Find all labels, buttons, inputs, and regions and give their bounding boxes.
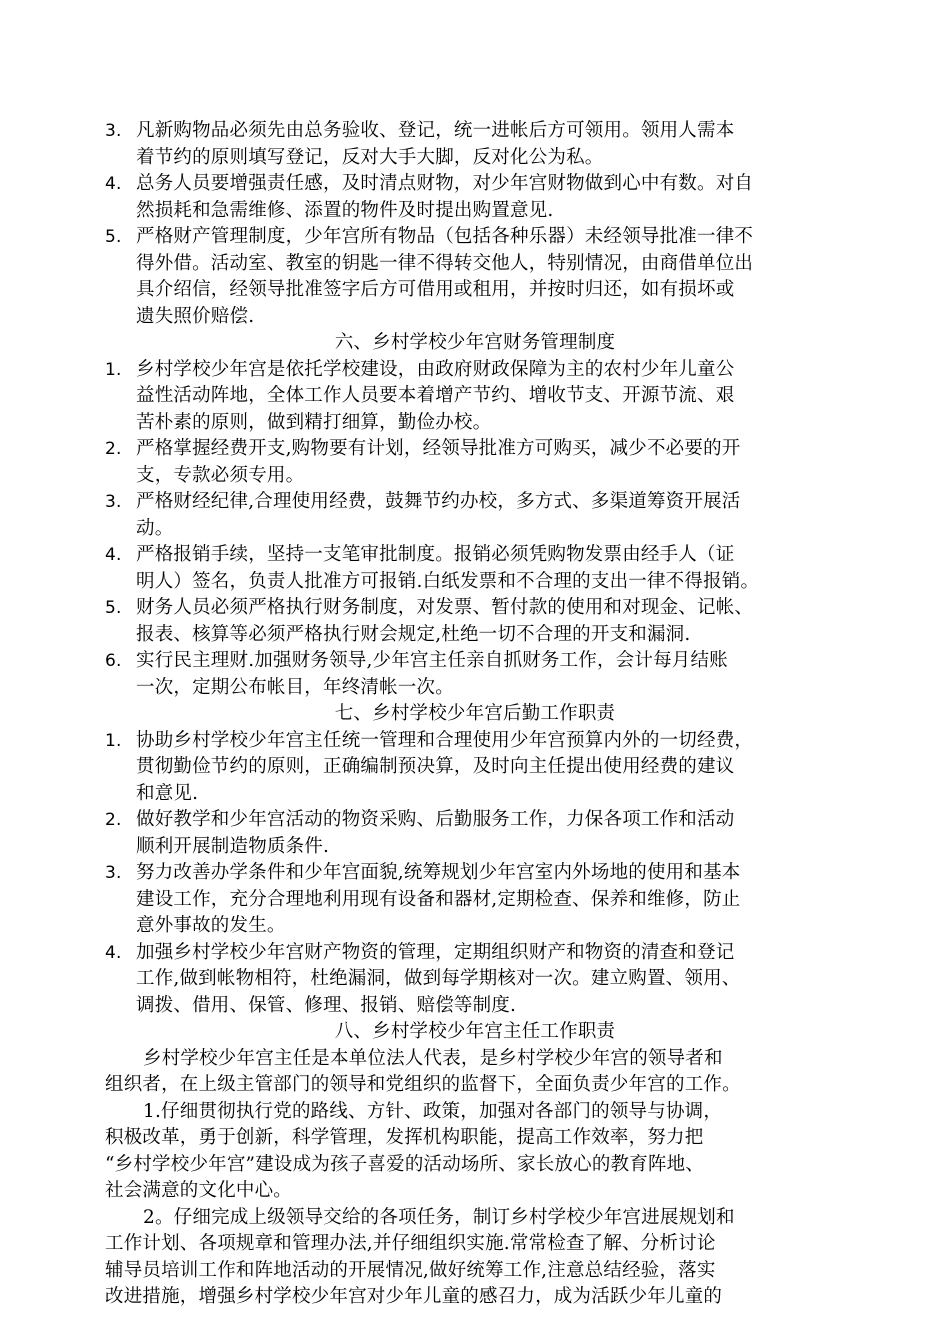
list-item-text: 报表、核算等必须严格执行财会规定,杜绝一切不合理的开支和漏洞.: [136, 623, 691, 645]
list-item-text: 意外事故的发生。: [136, 915, 286, 936]
list-item-line: [0, 304, 950, 331]
list-item-line: [0, 542, 950, 569]
list-item-text: 总务人员要增强责任感，及时清点财物，对少年宫财物做到心中有数。对自: [136, 173, 754, 194]
list-item-line: [0, 145, 950, 172]
list-item-line: [0, 569, 950, 596]
section-heading-line: [0, 330, 950, 357]
list-item-line: [0, 463, 950, 490]
list-item-number: 5.: [105, 598, 122, 618]
list-item-number: 3.: [105, 492, 122, 512]
list-item-text: 实行民主理财.加强财务领导,少年宫主任亲自抓财务工作，会计每月结账: [136, 650, 728, 671]
list-item-number: 4.: [105, 942, 122, 963]
list-item-text: 一次，定期公布帐目，年终清帐一次。: [136, 676, 454, 698]
list-item-text: 建设工作，充分合理地利用现有设备和器材,定期检查、保养和维修，防止: [136, 888, 741, 910]
list-item-line: [0, 171, 950, 198]
list-item-text: 严格掌握经费开支,购物要有计划，经领导批准方可购买，减少不必要的开: [136, 438, 741, 459]
list-item-line: [0, 966, 950, 993]
list-item-line: [0, 940, 950, 967]
document-page: [0, 118, 950, 1311]
paragraph-text: 2。仔细完成上级领导交给的各项任务，制订乡村学校少年宫进展规划和: [143, 1206, 735, 1228]
list-item-text: 乡村学校少年宫是依托学校建设，由政府财政保障为主的农村少年儿童公: [136, 358, 735, 380]
list-item-line: [0, 860, 950, 887]
list-item-line: [0, 622, 950, 649]
list-item-number: 4.: [105, 545, 122, 565]
paragraph-line: [0, 1258, 950, 1285]
list-item-text: 苦朴素的原则，做到精打细算，勤俭办校。: [136, 411, 492, 433]
list-item-line: [0, 516, 950, 543]
list-item-text: 凡新购物品必须先由总务验收、登记，统一进帐后方可领用。领用人需本: [136, 120, 735, 141]
paragraph-text: 乡村学校少年宫主任是本单位法人代表，是乡村学校少年宫的领导者和: [143, 1047, 723, 1069]
list-item-line: [0, 834, 950, 861]
list-item-text: 加强乡村学校少年宫财产物资的管理，定期组织财产和物资的清查和登记: [136, 941, 735, 963]
list-item-line: [0, 675, 950, 702]
list-item-text: 具介绍信，经领导批准签字后方可借用或租用，并按时归还，如有损坏或: [136, 279, 735, 300]
list-item-line: [0, 277, 950, 304]
list-item-text: 和意见.: [136, 782, 199, 804]
list-item-line: [0, 754, 950, 781]
paragraph-line: [0, 1284, 950, 1311]
list-item-text: 支，专款必须专用。: [136, 464, 305, 486]
paragraph-text: 1.仔细贯彻执行党的路线、方针、政策，加强对各部门的领导与协调，: [143, 1100, 723, 1122]
section-heading-line: [0, 701, 950, 728]
list-item-line: [0, 648, 950, 675]
section-heading-line: [0, 1019, 950, 1046]
list-item-text: 财务人员必须严格执行财务制度，对发票、暂付款的使用和对现金、记帐、: [136, 597, 754, 618]
list-item-line: [0, 595, 950, 622]
list-item-line: [0, 383, 950, 410]
list-item-line: [0, 357, 950, 384]
paragraph-line: [0, 1178, 950, 1205]
list-item-number: 2.: [105, 439, 122, 459]
list-item-line: [0, 728, 950, 755]
paragraph-line: [0, 1125, 950, 1152]
list-item-line: [0, 913, 950, 940]
list-item-number: 3.: [105, 863, 122, 883]
list-item-number: 4.: [105, 174, 122, 194]
list-item-text: 然损耗和急需维修、添置的物件及时提出购置意见.: [136, 199, 554, 221]
list-item-text: 调拨、借用、保管、修理、报销、赔偿等制度.: [136, 994, 517, 1016]
paragraph-line: [0, 1072, 950, 1099]
section-heading: 七、乡村学校少年宫后勤工作职责: [334, 703, 616, 724]
list-item-line: [0, 198, 950, 225]
list-item-line: [0, 887, 950, 914]
list-item-text: 贯彻勤俭节约的原则，正确编制预决算，及时向主任提出使用经费的建议: [136, 756, 735, 777]
paragraph-text: 社会满意的文化中心。: [105, 1180, 293, 1201]
list-item-text: 严格财经纪律,合理使用经费，鼓舞节约办校，多方式、多渠道筹资开展活: [136, 491, 741, 512]
paragraph-text: 工作计划、各项规章和管理办法,并仔细组织实施.常常检查了解、分析讨论: [105, 1233, 716, 1254]
list-item-text: 严格财产管理制度，少年宫所有物品（包括各种乐器）未经领导批准一律不: [136, 226, 754, 247]
list-item-text: 动。: [136, 517, 174, 539]
list-item-line: [0, 410, 950, 437]
list-item-line: [0, 781, 950, 808]
paragraph-line: [0, 1152, 950, 1179]
paragraph-line: [0, 1205, 950, 1232]
list-item-text: 顺利开展制造物质条件.: [136, 835, 330, 857]
list-item-text: 做好教学和少年宫活动的物资采购、后勤服务工作，力保各项工作和活动: [136, 809, 735, 830]
paragraph-line: [0, 1046, 950, 1073]
section-heading: 六、乡村学校少年宫财务管理制度: [334, 332, 616, 353]
list-item-line: [0, 436, 950, 463]
list-item-text: 严格报销手续，坚持一支笔审批制度。报销必须凭购物发票由经手人（证: [136, 544, 735, 565]
paragraph-text: 组织者，在上级主管部门的领导和党组织的监督下，全面负责少年宫的工作。: [105, 1074, 741, 1095]
list-item-number: 1.: [105, 730, 122, 751]
list-item-number: 1.: [105, 359, 122, 380]
list-item-text: 工作,做到帐物相符，杜绝漏洞，做到每学期核对一次。建立购置、领用、: [136, 968, 741, 989]
paragraph-line: [0, 1099, 950, 1126]
list-item-number: 3.: [105, 121, 122, 141]
paragraph-text: 积极改革，勇于创新，科学管理，发挥机构职能，提高工作效率，努力把: [105, 1127, 704, 1148]
list-item-text: 遗失照价赔偿.: [136, 305, 255, 327]
list-item-line: [0, 807, 950, 834]
list-item-text: 努力改善办学条件和少年宫面貌,统筹规划少年宫室内外场地的使用和基本: [136, 862, 741, 883]
list-item-line: [0, 993, 950, 1020]
list-item-line: [0, 118, 950, 145]
paragraph-text: 辅导员培训工作和阵地活动的开展情况,做好统筹工作,注意总结经验，落实: [105, 1259, 716, 1281]
list-item-text: 协助乡村学校少年宫主任统一管理和合理使用少年宫预算内外的一切经费，: [136, 729, 754, 751]
list-item-text: 得外借。活动室、教室的钥匙一律不得转交他人，特别情况，由商借单位出: [136, 252, 754, 274]
list-item-number: 5.: [105, 227, 122, 247]
list-item-text: 明人）签名，负责人批准方可报销.白纸发票和不合理的支出一律不得报销。: [136, 570, 760, 592]
list-item-line: [0, 489, 950, 516]
list-item-text: 着节约的原则填写登记，反对大手大脚，反对化公为私。: [136, 146, 604, 168]
list-item-line: [0, 224, 950, 251]
paragraph-line: [0, 1231, 950, 1258]
list-item-line: [0, 251, 950, 278]
list-item-text: 益性活动阵地，全体工作人员要本着增产节约、增收节支、开源节流、艰: [136, 385, 735, 406]
section-heading: 八、乡村学校少年宫主任工作职责: [334, 1021, 616, 1042]
list-item-number: 2.: [105, 810, 122, 830]
list-item-number: 6.: [105, 651, 122, 671]
paragraph-text: “乡村学校少年宫”建设成为孩子喜爱的活动场所、家长放心的教育阵地、: [105, 1153, 705, 1175]
paragraph-text: 改进措施，增强乡村学校少年宫对少年儿童的感召力，成为活跃少年儿童的: [105, 1286, 723, 1307]
